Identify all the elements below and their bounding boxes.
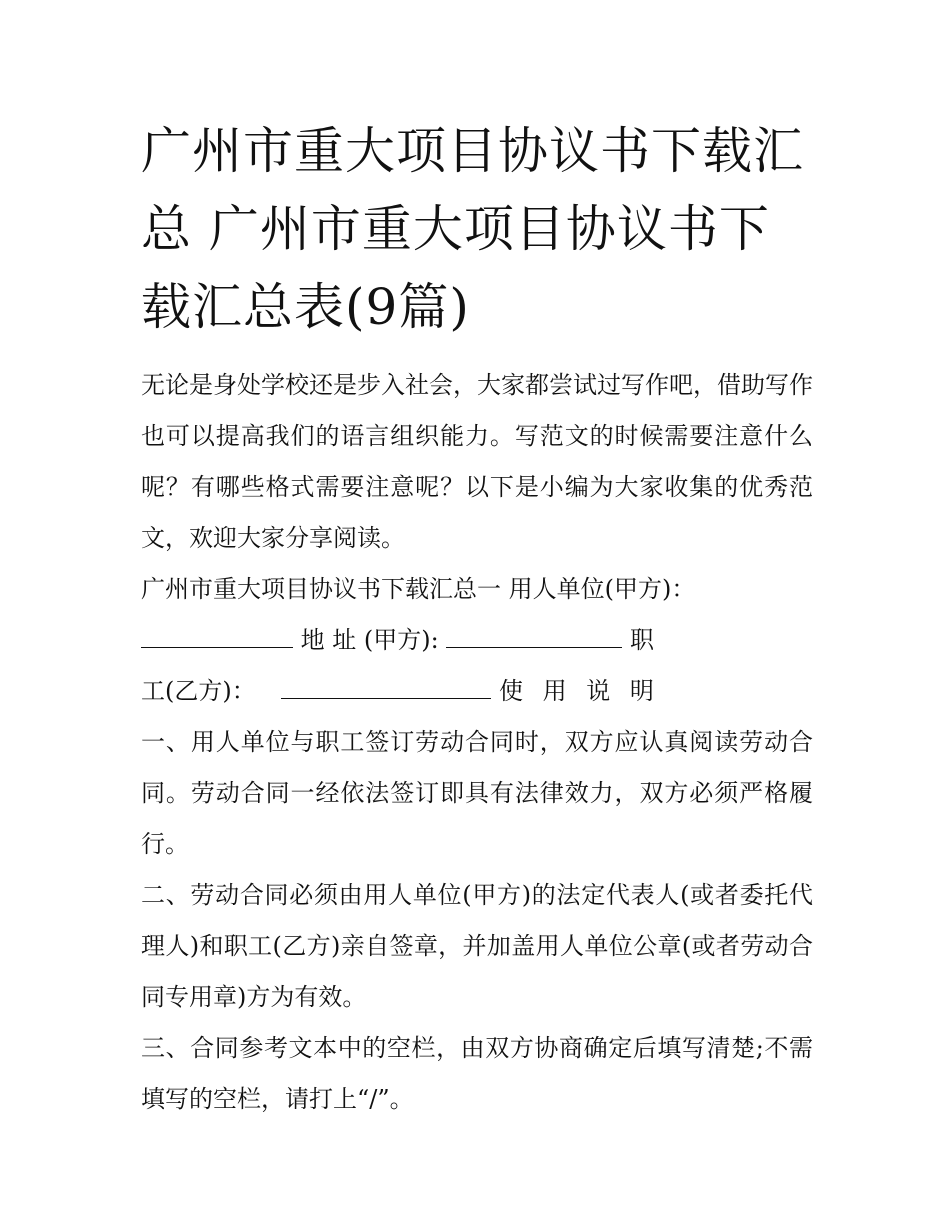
blank-employer — [141, 625, 293, 648]
instruction-item-3: 三、合同参考文本中的空栏，由双方协商确定后填写清楚;不需填写的空栏，请打上“/”。 — [141, 1034, 813, 1113]
form-line-address — [141, 615, 813, 666]
section-heading: 广州市重大项目协议书下载汇总一 用人单位(甲方)： — [141, 575, 696, 603]
employee-label-end: 工(乙方)： — [141, 677, 256, 705]
employee-label-start: 职 — [630, 626, 654, 654]
address-label: 地 址 (甲方): — [300, 626, 439, 654]
usage-instructions-heading: 使 用 说 明 — [499, 677, 660, 705]
document-page — [141, 112, 813, 1125]
blank-employee — [281, 676, 491, 699]
document-title: 广州市重大项目协议书下载汇总 广州市重大项目协议书下载汇总表(9篇) — [141, 122, 804, 336]
blank-address — [446, 625, 622, 648]
intro-paragraph: 无论是身处学校还是步入社会，大家都尝试过写作吧，借助写作也可以提高我们的语言组织能力。写范文的时候需要注意什么呢？有哪些格式需要注意呢？以下是小编为大家收集的优秀范文，欢迎大家分享阅读。 — [141, 371, 813, 552]
form-line-employee — [141, 666, 813, 717]
instruction-item-2: 二、劳动合同必须由用人单位(甲方)的法定代表人(或者委托代理人)和职工(乙方)亲自签章，并加盖用人单位公章(或者劳动合同专用章)方为有效。 — [141, 881, 813, 1011]
instruction-item-1: 一、用人单位与职工签订劳动合同时，双方应认真阅读劳动合同。劳动合同一经依法签订即具有法律效力，双方必须严格履行。 — [141, 728, 813, 858]
